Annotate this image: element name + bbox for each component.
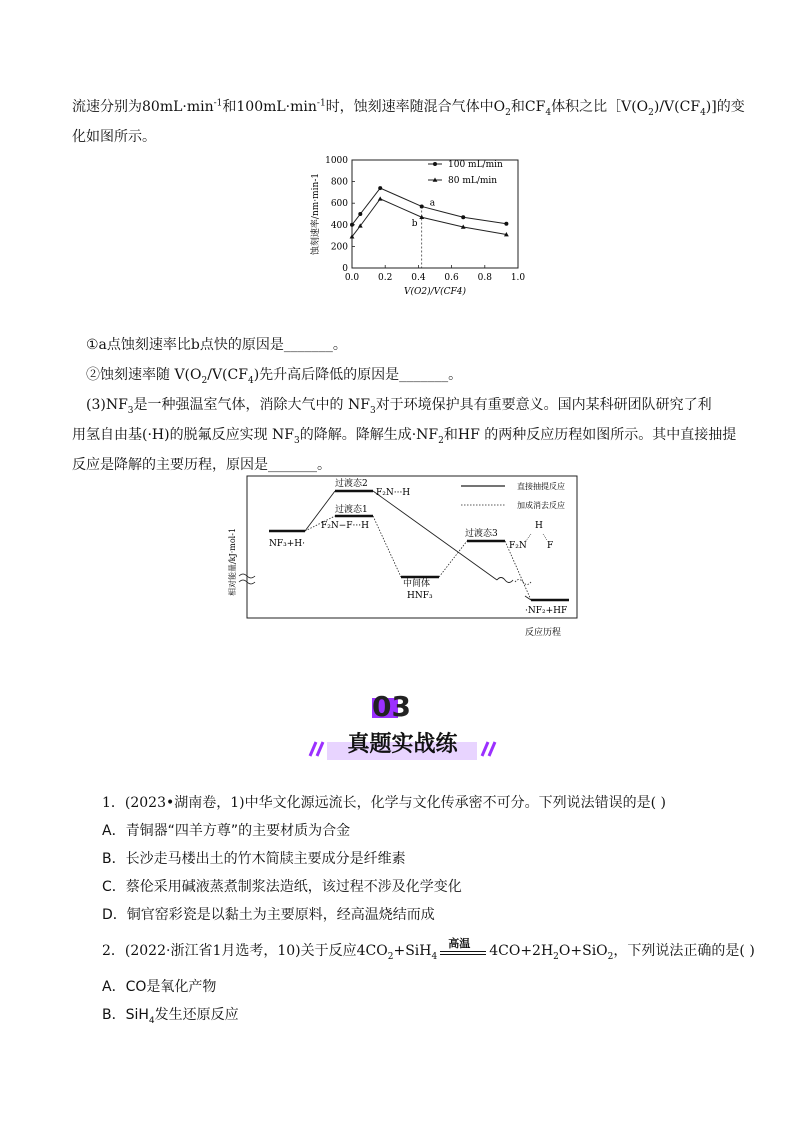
opt-text: B．SiH xyxy=(102,1007,149,1023)
intro-text: 时，蚀刻速率随混合气体中O xyxy=(325,99,506,115)
exam-q1-option-b: B．长沙走马楼出土的竹木简牍主要成分是纤维素 xyxy=(102,851,406,867)
legend-marker xyxy=(433,162,437,166)
p3-text: 对于环境保护具有重要意义。国内某科研团队研究了利 xyxy=(375,397,712,413)
ts3-bond-lines xyxy=(525,534,547,542)
q-text: )先升高后降低的原因是_______。 xyxy=(253,367,463,383)
sub: 2 xyxy=(201,375,208,386)
q-text: /V(CF xyxy=(207,367,248,383)
legend-label: 100 mL/min xyxy=(448,160,503,170)
sup: -1 xyxy=(316,98,326,109)
sub: 2 xyxy=(387,951,394,962)
point-circle xyxy=(420,204,424,208)
y-tick-label: 400 xyxy=(330,220,348,231)
x-tick-label: 0.8 xyxy=(477,273,492,283)
legend-direct-label: 直接抽提反应 xyxy=(517,482,565,491)
sub: 3 xyxy=(294,435,300,446)
exam-q1-stem: 1．(2023•湖南卷，1)中华文化源远流长，化学与文化传承密不可分。下列说法错误的是( ) xyxy=(102,795,666,811)
annotation-a: a xyxy=(429,198,436,209)
sub: 2 xyxy=(438,435,444,446)
x-tick-label: 1.0 xyxy=(510,273,526,283)
sub: 3 xyxy=(369,405,376,416)
condition-text: 高温 xyxy=(448,937,471,950)
reaction-condition xyxy=(440,937,486,955)
p3-text: 的降解。降解生成·NF xyxy=(299,427,439,443)
x-tick-label: 0.6 xyxy=(444,273,459,283)
y-tick-label: 800 xyxy=(330,177,348,188)
ts2-formula: F₂N···H xyxy=(376,488,411,498)
part3-line-1 xyxy=(86,394,712,416)
sub: 2 xyxy=(505,107,511,118)
sub: 2 xyxy=(648,107,654,118)
intro-text: 和100mL·min xyxy=(222,99,317,115)
q2-text: O+SiO xyxy=(558,943,608,959)
energy-profile-diagram xyxy=(225,472,595,642)
sub: 2 xyxy=(553,951,559,962)
exam-q2-stem xyxy=(102,937,755,962)
intermediate-formula: HNF₃ xyxy=(407,591,433,601)
q2-text: +SiH xyxy=(393,943,432,959)
reactant-label: NF₃+H· xyxy=(269,539,305,549)
x-tick-label: 0.0 xyxy=(344,273,360,283)
intro-text: 和CF xyxy=(510,99,546,115)
intro-line-1 xyxy=(72,96,745,118)
intro-text: )/V(CF xyxy=(653,99,701,115)
part3-line-2 xyxy=(72,424,736,446)
sub-question-2 xyxy=(86,364,462,386)
section-number: 03 xyxy=(372,690,411,723)
q2-text: 2．(2022·浙江省1月选考，10)关于反应4CO xyxy=(102,943,388,959)
part3-line-3: 反应是降解的主要历程，原因是_______。 xyxy=(72,457,331,473)
section-title: 真题实战练 xyxy=(347,732,458,757)
addition-path-break xyxy=(515,580,531,585)
sub: 4 xyxy=(431,951,438,962)
p3-text: 用氢自由基(·H)的脱氟反应实现 NF xyxy=(72,427,294,443)
ts3-formula-f: F xyxy=(547,541,554,551)
sub-question-1: ①a点蚀刻速率比b点快的原因是_______。 xyxy=(86,337,347,353)
equals-sign xyxy=(440,951,486,955)
q2-text: 4CO+2H xyxy=(489,943,554,959)
sub: 2 xyxy=(607,951,614,962)
point-circle xyxy=(378,186,382,190)
point-circle xyxy=(350,223,354,227)
exam-q2-option-a: A．CO是氧化产物 xyxy=(102,979,217,995)
ts3-label: 过渡态3 xyxy=(465,529,498,539)
sub: 4 xyxy=(700,107,706,118)
exam-q1-option-c: C．蔡伦采用碱液蒸煮制浆法造纸，该过程不涉及化学变化 xyxy=(102,879,462,895)
y-axis-label: 相对能量/kJ·mol-1 xyxy=(228,527,237,597)
legend-addition-label: 加成消去反应 xyxy=(517,501,565,510)
ts3-formula-n: F₂N xyxy=(509,541,527,551)
x-axis-label: V(O2)/V(CF4) xyxy=(403,287,467,297)
sub: 4 xyxy=(545,107,552,118)
exam-q1-option-a: A．青铜器“四羊方尊”的主要材质为合金 xyxy=(102,823,351,839)
point-triangle xyxy=(378,196,383,200)
exam-q2-option-b xyxy=(102,1004,239,1026)
point-circle xyxy=(461,215,465,219)
x-tick-label: 0.4 xyxy=(411,273,426,283)
point-circle xyxy=(504,222,508,226)
sub: 3 xyxy=(127,405,134,416)
annotation-b: b xyxy=(411,219,418,230)
sub: 4 xyxy=(247,375,254,386)
product-label: ·NF₂+HF xyxy=(525,606,568,616)
intro-text: )]的变 xyxy=(705,99,745,115)
intro-line-2: 化如图所示。 xyxy=(72,129,156,145)
intro-text: 体积之比［V(O xyxy=(551,99,649,115)
y-tick-label: 200 xyxy=(330,242,348,253)
point-circle xyxy=(358,212,362,216)
intro-text: 流速分别为80mL·min xyxy=(72,99,214,115)
q2-text: ，下列说法正确的是( ) xyxy=(613,943,755,959)
etch-rate-chart xyxy=(300,152,526,312)
y-tick-label: 600 xyxy=(330,199,348,210)
x-tick-label: 0.2 xyxy=(378,273,393,283)
p3-text: 和HF 的两种反应历程如图所示。其中直接抽提 xyxy=(443,427,737,443)
sub: 4 xyxy=(148,1015,155,1026)
ts1-label: 过渡态1 xyxy=(335,505,368,515)
ts2-label: 过渡态2 xyxy=(335,479,368,489)
y-tick-label: 0 xyxy=(342,264,348,274)
q-text: ②蚀刻速率随 V(O xyxy=(86,367,202,383)
section-banner xyxy=(305,728,500,762)
p3-text: 是一种强温室气体，消除大气中的 NF xyxy=(133,397,370,413)
sup: -1 xyxy=(213,98,223,109)
legend-label: 80 mL/min xyxy=(448,176,498,186)
exam-q1-option-d: D．铜官窑彩瓷是以黏土为主要原料，经高温烧结而成 xyxy=(102,907,435,923)
y-axis-label: 蚀刻速率/nm·min-1 xyxy=(311,172,321,256)
ts1-formula: F₂N−F···H xyxy=(321,521,369,531)
p3-text: (3)NF xyxy=(86,397,128,413)
opt-text: 发生还原反应 xyxy=(154,1007,239,1023)
y-tick-label: 1000 xyxy=(325,156,348,166)
x-axis-label: 反应历程 xyxy=(525,628,562,638)
intermediate-label: 中间体 xyxy=(403,579,431,589)
ts3-formula-h: H xyxy=(535,521,543,531)
